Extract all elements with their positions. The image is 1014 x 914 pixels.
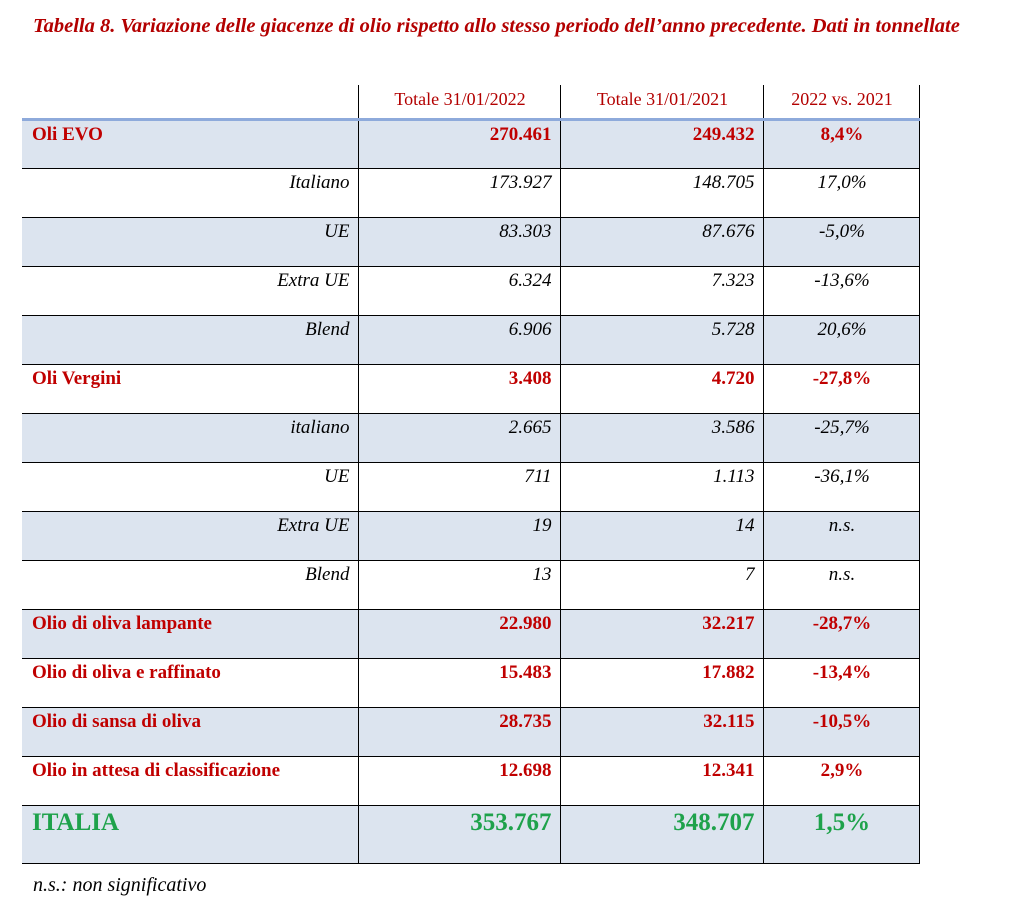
value-2022: 83.303	[358, 217, 560, 266]
row-label: Blend	[22, 315, 358, 364]
row-label: Olio di oliva e raffinato	[22, 658, 358, 707]
value-2021: 12.341	[560, 756, 763, 805]
total-2021: 348.707	[560, 805, 763, 863]
value-2021: 3.586	[560, 413, 763, 462]
value-2022: 3.408	[358, 364, 560, 413]
stock-variation-table	[22, 85, 920, 864]
change-percent: n.s.	[763, 511, 919, 560]
change-percent: 20,6%	[763, 315, 919, 364]
table-row	[22, 560, 919, 609]
header-total-2022: Totale 31/01/2022	[358, 85, 560, 119]
change-percent: -27,8%	[763, 364, 919, 413]
change-percent: -5,0%	[763, 217, 919, 266]
total-row	[22, 805, 919, 863]
header-change: 2022 vs. 2021	[763, 85, 919, 119]
table-header-row	[22, 85, 919, 119]
table-row	[22, 168, 919, 217]
row-label: Blend	[22, 560, 358, 609]
value-2022: 6.906	[358, 315, 560, 364]
value-2021: 7.323	[560, 266, 763, 315]
value-2021: 4.720	[560, 364, 763, 413]
row-label: Olio di sansa di oliva	[22, 707, 358, 756]
value-2022: 711	[358, 462, 560, 511]
value-2021: 1.113	[560, 462, 763, 511]
table-row	[22, 413, 919, 462]
value-2022: 173.927	[358, 168, 560, 217]
table-row	[22, 609, 919, 658]
footnote: n.s.: non significativo	[33, 874, 207, 896]
change-percent: 8,4%	[763, 119, 919, 168]
table-row	[22, 364, 919, 413]
header-total-2021: Totale 31/01/2021	[560, 85, 763, 119]
value-2021: 14	[560, 511, 763, 560]
row-label: Italiano	[22, 168, 358, 217]
value-2022: 22.980	[358, 609, 560, 658]
table-row	[22, 266, 919, 315]
row-label: Olio in attesa di classificazione	[22, 756, 358, 805]
table-row	[22, 756, 919, 805]
value-2021: 5.728	[560, 315, 763, 364]
row-label: UE	[22, 462, 358, 511]
table-row	[22, 658, 919, 707]
change-percent: -13,4%	[763, 658, 919, 707]
table-caption: Tabella 8. Variazione delle giacenze di olio rispetto allo stesso periodo dell’anno precedente. Dati in tonnellate	[33, 15, 960, 37]
row-label: Oli EVO	[22, 119, 358, 168]
table-row	[22, 462, 919, 511]
total-change: 1,5%	[763, 805, 919, 863]
table-row	[22, 511, 919, 560]
row-label: italiano	[22, 413, 358, 462]
value-2022: 19	[358, 511, 560, 560]
table-row	[22, 707, 919, 756]
change-percent: -10,5%	[763, 707, 919, 756]
row-label: Oli Vergini	[22, 364, 358, 413]
total-2022: 353.767	[358, 805, 560, 863]
table-row	[22, 217, 919, 266]
row-label: Extra UE	[22, 511, 358, 560]
change-percent: -36,1%	[763, 462, 919, 511]
value-2021: 87.676	[560, 217, 763, 266]
change-percent: 2,9%	[763, 756, 919, 805]
value-2021: 32.217	[560, 609, 763, 658]
row-label: UE	[22, 217, 358, 266]
change-percent: 17,0%	[763, 168, 919, 217]
value-2022: 6.324	[358, 266, 560, 315]
value-2021: 32.115	[560, 707, 763, 756]
value-2021: 148.705	[560, 168, 763, 217]
value-2022: 13	[358, 560, 560, 609]
value-2022: 270.461	[358, 119, 560, 168]
change-percent: -25,7%	[763, 413, 919, 462]
total-label: ITALIA	[22, 805, 358, 863]
table-row	[22, 119, 919, 168]
change-percent: -13,6%	[763, 266, 919, 315]
value-2021: 249.432	[560, 119, 763, 168]
value-2021: 7	[560, 560, 763, 609]
row-label: Olio di oliva lampante	[22, 609, 358, 658]
change-percent: -28,7%	[763, 609, 919, 658]
value-2022: 15.483	[358, 658, 560, 707]
row-label: Extra UE	[22, 266, 358, 315]
value-2022: 28.735	[358, 707, 560, 756]
value-2022: 2.665	[358, 413, 560, 462]
value-2022: 12.698	[358, 756, 560, 805]
value-2021: 17.882	[560, 658, 763, 707]
change-percent: n.s.	[763, 560, 919, 609]
header-label-cell	[22, 85, 358, 119]
table-row	[22, 315, 919, 364]
